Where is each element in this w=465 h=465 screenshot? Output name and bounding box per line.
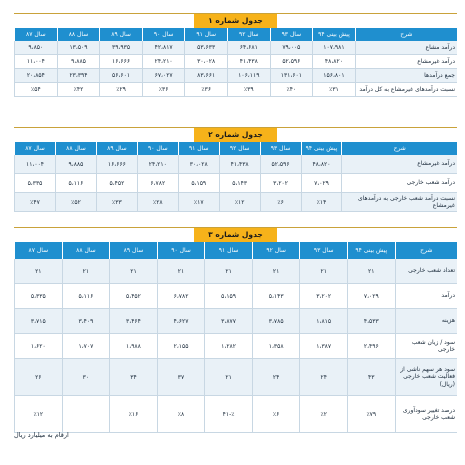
table-cell: [62, 396, 110, 433]
table-cell: ۲۱: [205, 359, 253, 396]
row-label: نسبت درآمد شعب خارجی به درآمدهای غیرمشاع: [342, 193, 457, 212]
table-cell: ۷۹،۰۰۵: [270, 41, 313, 55]
table-cell: ۷،۰۲۹: [348, 284, 396, 309]
table-cell: ۵۲،۵۹۶: [260, 155, 301, 174]
table-1-title: جدول شماره ۱: [194, 14, 277, 28]
table-cell: ۳۷: [157, 359, 205, 396]
table-cell: ۲۳،۳۹۴: [57, 69, 100, 83]
row-label: درآمد مشاع: [355, 41, 457, 55]
table-cell: ۳،۴۶۴: [110, 309, 158, 334]
table-cell: ۱۰۶،۱۱۹: [228, 69, 271, 83]
table-cell: ۴،۶۲۷: [157, 309, 205, 334]
table-row: [15, 55, 458, 69]
table-2: [14, 127, 457, 212]
table-3-title-bar: [14, 227, 457, 242]
column-header-year: سال ۹۱: [205, 242, 253, 259]
table-row: [15, 193, 458, 212]
table-cell: ۵،۳۳۵: [15, 174, 56, 193]
table-cell: ۲۱: [110, 259, 158, 284]
table-1-header-row: [15, 28, 458, 41]
table-cell: ۹،۸۸۵: [56, 155, 97, 174]
row-label: هزینه: [395, 309, 457, 334]
table-3: [14, 227, 457, 433]
column-header-year: سال ۹۳: [260, 142, 301, 155]
table-cell: ۵،۱۵۹: [178, 174, 219, 193]
column-header-year: سال ۹۰: [142, 28, 185, 41]
column-header-description: شرح: [395, 242, 457, 259]
table-cell: ۲۰،۸۵۴: [15, 69, 58, 83]
table-cell: ۴۲،۸۱۷: [142, 41, 185, 55]
table-cell: ٪۵۴: [15, 83, 58, 97]
table-cell: ۴۳: [348, 359, 396, 396]
column-header-description: شرح: [342, 142, 457, 155]
units-footnote: ارقام به میلیارد ریال: [14, 431, 69, 439]
column-header-year: سال ۸۸: [62, 242, 110, 259]
column-header-year: پیش بینی ۹۴: [313, 28, 356, 41]
row-label: تعداد شعب خارجی: [395, 259, 457, 284]
column-header-year: سال ۹۲: [228, 28, 271, 41]
table-cell: ۱۶،۶۶۶: [96, 155, 137, 174]
table-cell: ۵،۱۱۶: [62, 284, 110, 309]
table-cell: ۱،۲۸۲: [205, 334, 253, 359]
table-cell: ۳،۲۰۲: [260, 174, 301, 193]
table-row: [15, 396, 458, 433]
column-header-description: شرح: [355, 28, 457, 41]
table-cell: ۳،۷۸۵: [252, 309, 300, 334]
column-header-year: سال ۹۲: [219, 142, 260, 155]
table-cell: ۲۴،۲۱۰: [137, 155, 178, 174]
table-cell: ۲۱: [205, 259, 253, 284]
row-label: نسبت درآمدهای غیرمشاع به کل درآمد: [355, 83, 457, 97]
table-1-body: [15, 41, 458, 97]
table-3-header-row: [15, 242, 458, 259]
table-cell: ۱،۶۲۰: [15, 334, 63, 359]
table-cell: ۸۳،۶۶۱: [185, 69, 228, 83]
table-cell: ۴۸،۸۲۰: [313, 55, 356, 69]
table-2-body: [15, 155, 458, 212]
table-cell: ٪۳۶: [185, 83, 228, 97]
table-cell: ۱۰۷،۹۸۱: [313, 41, 356, 55]
column-header-year: سال ۸۷: [15, 28, 58, 41]
table-cell: ٪۶: [252, 396, 300, 433]
row-label: درصد تغییر سودآوری شعب خارجی: [395, 396, 457, 433]
table-cell: ۱۱،۰۰۴: [15, 55, 58, 69]
table-cell: ٪۴۷: [15, 193, 56, 212]
table-cell: ۲۱: [157, 259, 205, 284]
table-cell: ۱،۳۵۸: [252, 334, 300, 359]
row-label: درآمد غیرمشاع: [342, 155, 457, 174]
table-row: [15, 83, 458, 97]
table-cell: ۵،۳۳۵: [15, 284, 63, 309]
table-cell: ۳۰: [62, 359, 110, 396]
column-header-year: سال ۸۸: [56, 142, 97, 155]
table-cell: ۲۴: [300, 359, 348, 396]
table-cell: ٪۴۲: [57, 83, 100, 97]
table-cell: ۴۱،۴۳۸: [228, 55, 271, 69]
table-row: [15, 69, 458, 83]
table-row: [15, 359, 458, 396]
table-cell: ۴۸،۸۲۰: [301, 155, 342, 174]
table-cell: ۵،۱۴۳: [252, 284, 300, 309]
table-cell: ۲،۴۹۶: [348, 334, 396, 359]
table-cell: ٪۲: [300, 396, 348, 433]
table-cell: ۵،۱۱۶: [56, 174, 97, 193]
table-cell: ۲۴: [252, 359, 300, 396]
column-header-year: سال ۸۸: [57, 28, 100, 41]
table-cell: ۵۲،۵۹۶: [270, 55, 313, 69]
table-cell: ۱،۸۱۵: [300, 309, 348, 334]
table-row: [15, 259, 458, 284]
column-header-year: پیش بینی ۹۴: [301, 142, 342, 155]
column-header-year: سال ۸۹: [100, 28, 143, 41]
table-cell: ۱۳۱،۶۰۱: [270, 69, 313, 83]
table-cell: ۳،۴۰۹: [62, 309, 110, 334]
table-cell: ۶۴،۶۸۱: [228, 41, 271, 55]
column-header-year: سال ۸۷: [15, 142, 56, 155]
table-cell: ٪۱۲: [15, 396, 63, 433]
table-cell: ۲۶: [15, 359, 63, 396]
table-row: [15, 174, 458, 193]
column-header-year: سال ۹۳: [270, 28, 313, 41]
table-row: [15, 41, 458, 55]
table-cell: ٪۳۳: [96, 193, 137, 212]
table-cell: ۱،۳۸۷: [300, 334, 348, 359]
table-cell: ۳۰،۰۲۸: [178, 155, 219, 174]
table-row: [15, 334, 458, 359]
table-3-grid: [14, 242, 457, 433]
table-cell: ۲،۱۵۵: [157, 334, 205, 359]
table-cell: ٪۲۸: [137, 193, 178, 212]
row-label: جمع درآمدها: [355, 69, 457, 83]
table-2-title: جدول شماره ۲: [194, 128, 277, 142]
table-2-grid: [14, 142, 457, 212]
column-header-year: سال ۸۹: [96, 142, 137, 155]
table-2-header-row: [15, 142, 458, 155]
table-3-body: [15, 259, 458, 433]
table-row: [15, 309, 458, 334]
table-cell: ٪۱۲: [219, 193, 260, 212]
table-cell: ٪۱۶: [110, 396, 158, 433]
table-cell: ۲۱: [62, 259, 110, 284]
column-header-year: سال ۹۰: [137, 142, 178, 155]
column-header-year: سال ۹۱: [185, 28, 228, 41]
table-cell: ۵۶،۶۰۱: [100, 69, 143, 83]
table-cell: ٪-۴۱: [205, 396, 253, 433]
column-header-year: سال ۹۱: [178, 142, 219, 155]
table-cell: ۳۴: [110, 359, 158, 396]
table-cell: ٪۸: [157, 396, 205, 433]
table-cell: ۵،۴۵۲: [96, 174, 137, 193]
table-cell: ٪۱۷: [178, 193, 219, 212]
table-cell: ٪۵۲: [56, 193, 97, 212]
column-header-year: سال ۹۲: [252, 242, 300, 259]
table-cell: ۳۹،۹۳۵: [100, 41, 143, 55]
table-1: [14, 13, 457, 97]
table-cell: ۱،۹۸۸: [110, 334, 158, 359]
table-cell: ۲۴،۲۱۰: [142, 55, 185, 69]
row-label: سود / زیان شعب خارجی: [395, 334, 457, 359]
table-2-title-bar: [14, 127, 457, 142]
table-cell: ۹،۸۸۵: [57, 55, 100, 69]
table-cell: ۱۶،۶۶۶: [100, 55, 143, 69]
table-cell: ۱۳،۵۰۹: [57, 41, 100, 55]
table-cell: ۲۱: [15, 259, 63, 284]
table-cell: ٪۴۰: [270, 83, 313, 97]
table-cell: ٪۳۱: [313, 83, 356, 97]
column-header-year: سال ۸۷: [15, 242, 63, 259]
table-cell: ۵،۴۵۲: [110, 284, 158, 309]
table-cell: ٪۳۹: [228, 83, 271, 97]
table-cell: ۶۷،۰۲۷: [142, 69, 185, 83]
table-cell: ٪۷۹: [348, 396, 396, 433]
table-cell: ۲۱: [348, 259, 396, 284]
table-cell: ۴۱،۴۳۸: [219, 155, 260, 174]
table-row: [15, 284, 458, 309]
table-row: [15, 155, 458, 174]
table-cell: ۵،۱۴۳: [219, 174, 260, 193]
column-header-year: سال ۹۳: [300, 242, 348, 259]
table-cell: ۱،۷۰۷: [62, 334, 110, 359]
row-label: درآمد شعب خارجی: [342, 174, 457, 193]
table-3-title: جدول شماره ۳: [194, 228, 277, 242]
table-cell: ۲۱: [300, 259, 348, 284]
column-header-year: پیش بینی ۹۴: [348, 242, 396, 259]
row-label: درآمد غیرمشاع: [355, 55, 457, 69]
table-cell: ۱۱،۰۰۴: [15, 155, 56, 174]
table-cell: ۹،۸۵۰: [15, 41, 58, 55]
table-cell: ۲۱: [252, 259, 300, 284]
row-label: درآمد: [395, 284, 457, 309]
table-cell: ۳،۷۱۵: [15, 309, 63, 334]
table-cell: ٪۲۹: [100, 83, 143, 97]
table-1-title-bar: [14, 13, 457, 28]
table-cell: ۵۳،۶۳۳: [185, 41, 228, 55]
table-cell: ۵،۱۵۹: [205, 284, 253, 309]
table-cell: ۳،۲۰۲: [300, 284, 348, 309]
table-cell: ۶،۷۸۲: [137, 174, 178, 193]
table-cell: ۶،۷۸۲: [157, 284, 205, 309]
table-cell: ٪۶: [260, 193, 301, 212]
table-cell: ۴،۵۳۳: [348, 309, 396, 334]
table-cell: ۱۵۶،۸۰۱: [313, 69, 356, 83]
table-1-grid: [14, 28, 457, 97]
table-cell: ۳۰،۰۲۸: [185, 55, 228, 69]
row-label: سود هر سهم ناشی از فعالیت شعب خارجی (ریال): [395, 359, 457, 396]
column-header-year: سال ۹۰: [157, 242, 205, 259]
table-cell: ٪۳۶: [142, 83, 185, 97]
table-cell: ۳،۸۷۷: [205, 309, 253, 334]
table-cell: ٪۱۴: [301, 193, 342, 212]
column-header-year: سال ۸۹: [110, 242, 158, 259]
table-cell: ۷،۰۲۹: [301, 174, 342, 193]
